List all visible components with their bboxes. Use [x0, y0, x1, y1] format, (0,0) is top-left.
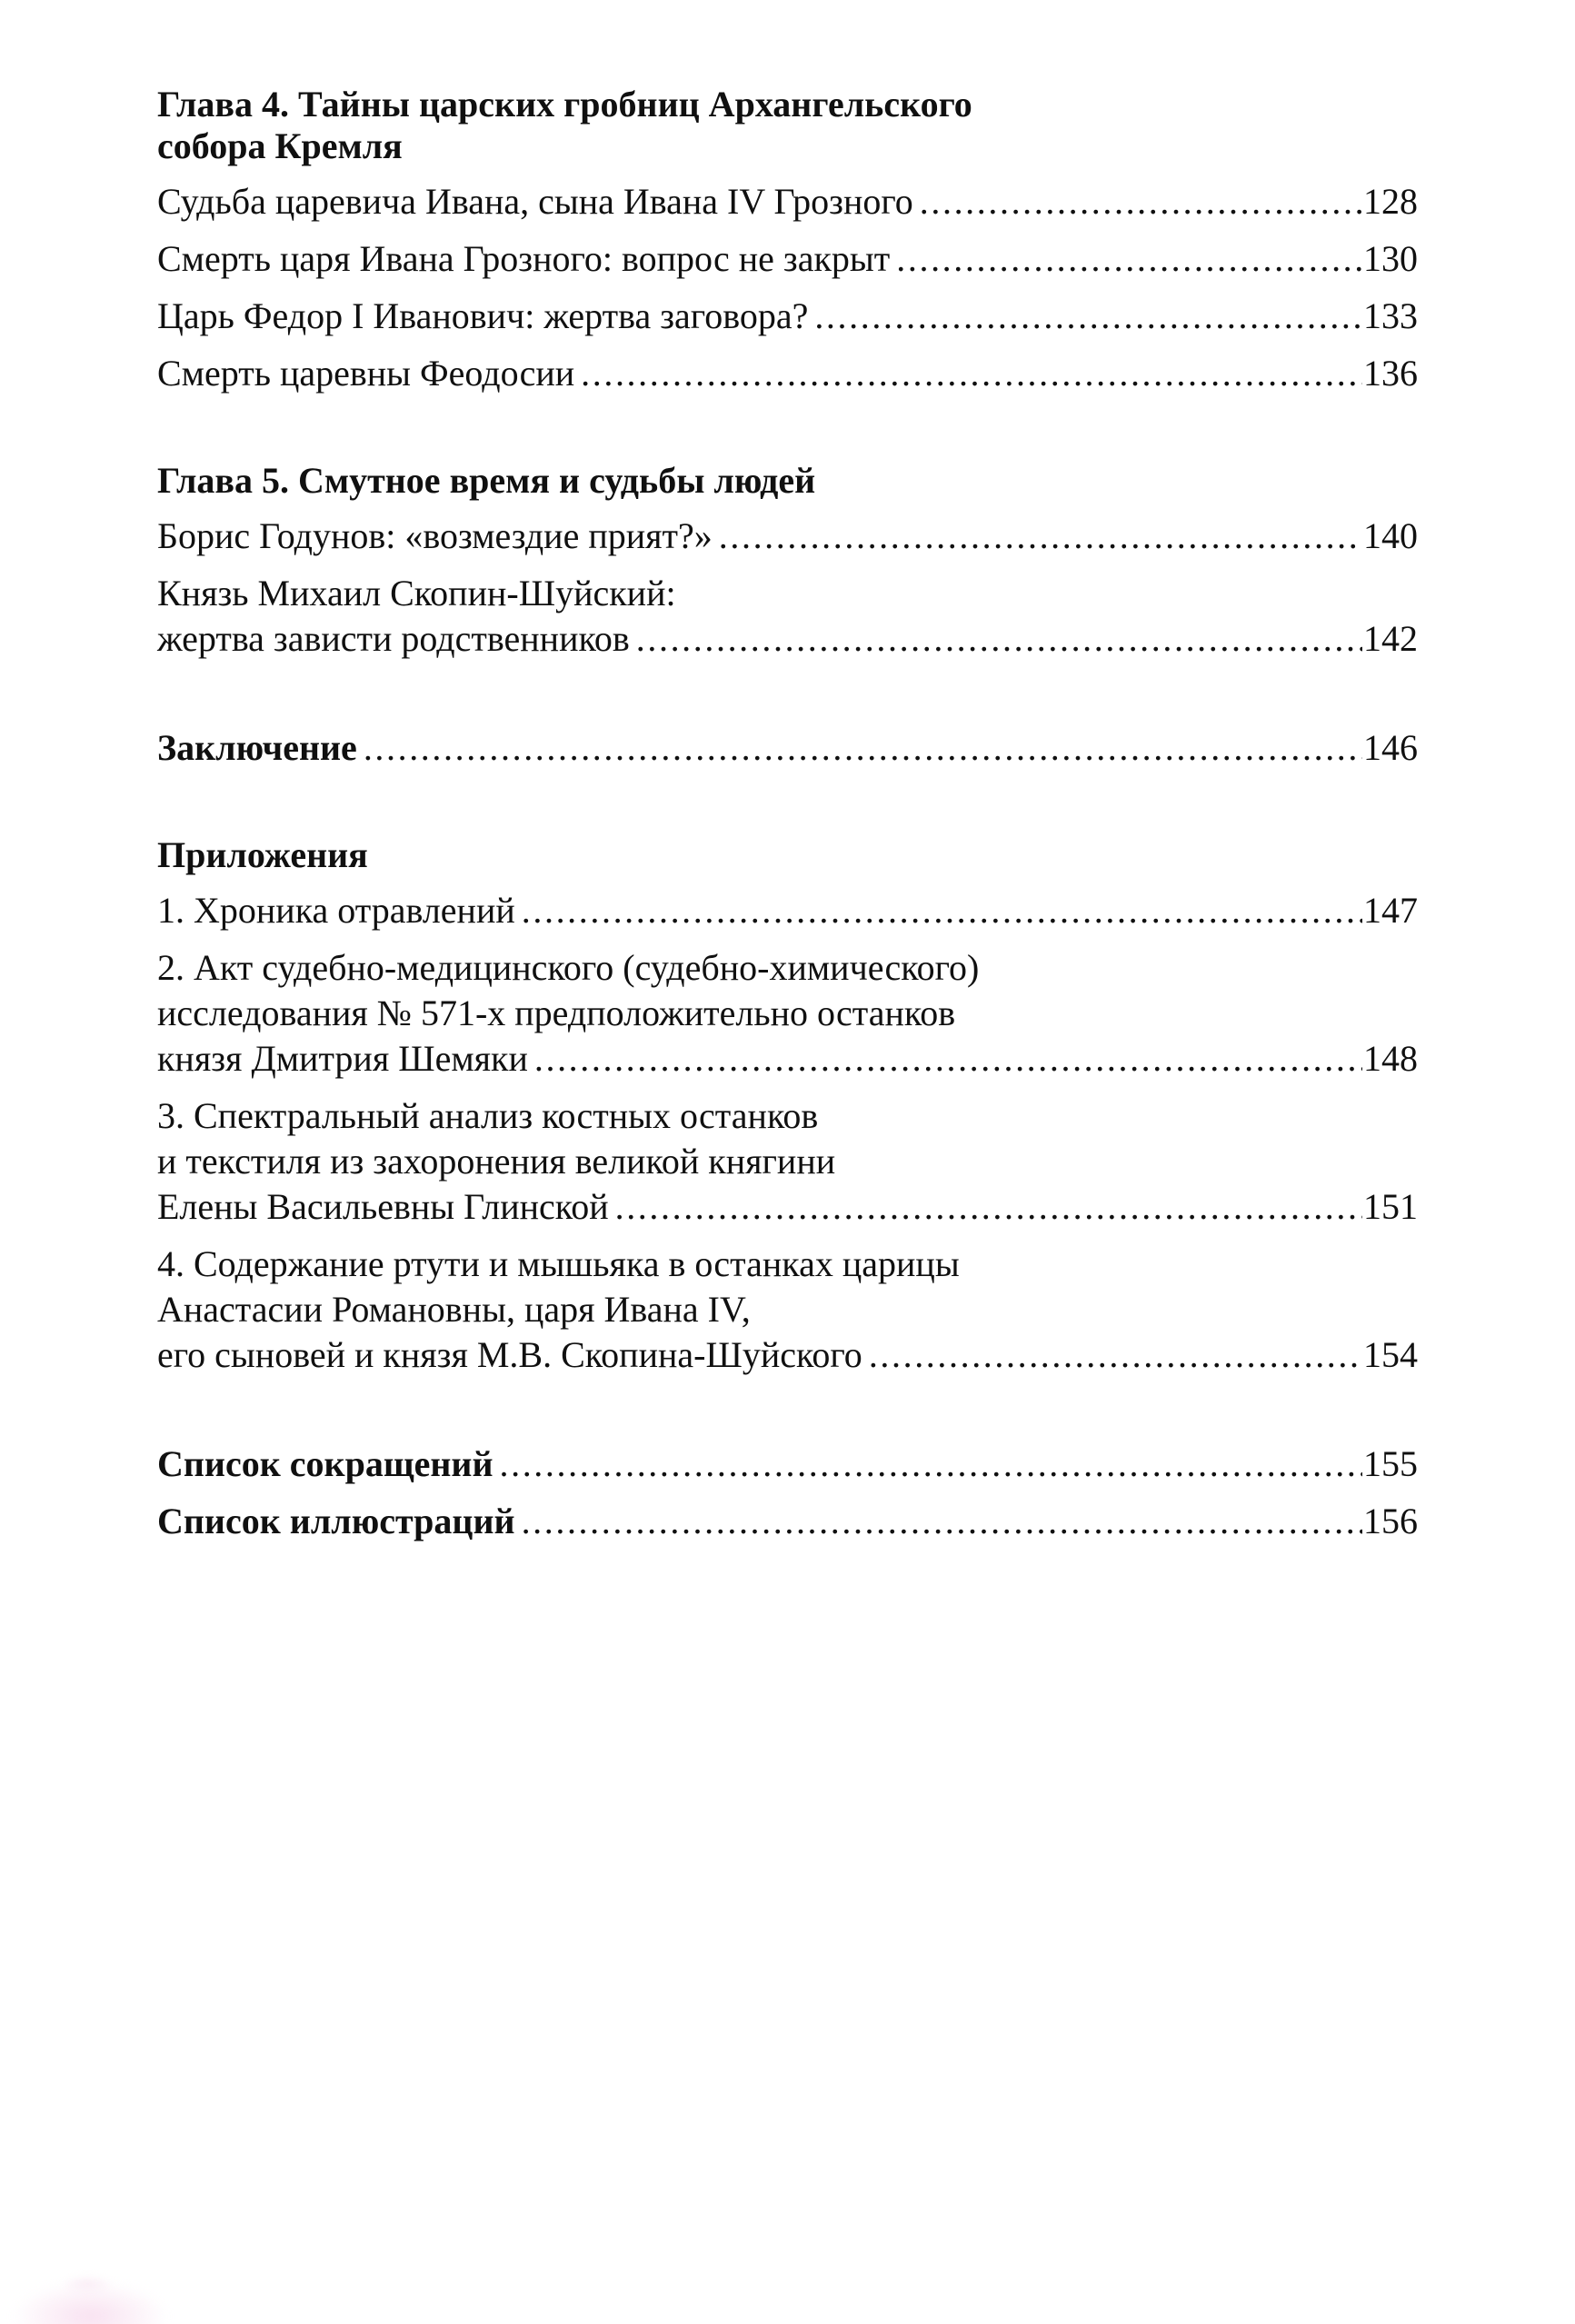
dot-leader	[500, 1441, 1363, 1487]
toc-heading-line	[157, 460, 1418, 502]
dot-leader	[534, 1036, 1362, 1082]
dot-leader	[869, 1332, 1362, 1378]
dot-leader	[896, 236, 1362, 282]
toc-entry-line	[157, 888, 1418, 933]
toc-entry-line	[157, 351, 1418, 396]
entry-text: Список иллюстраций	[157, 1501, 515, 1541]
toc-entry-line	[157, 725, 1418, 771]
scan-artifact	[60, 2275, 115, 2293]
entry-text: Князь Михаил Скопин-Шуйский:	[157, 573, 676, 613]
toc-entry-line	[157, 991, 1418, 1036]
heading-text: Глава 4. Тайны царских гробниц Архангельского	[157, 84, 972, 125]
page-number: 130	[1363, 238, 1418, 279]
entry-text: исследования № 571-х предположительно останков	[157, 992, 956, 1033]
toc-entry-line	[157, 179, 1418, 224]
toc-entry-line	[157, 1139, 1418, 1184]
toc-entry-line	[157, 616, 1418, 662]
page-number: 156	[1363, 1501, 1418, 1541]
entry-text: Елены Васильевны Глинской	[157, 1186, 609, 1227]
dot-leader	[522, 888, 1362, 933]
toc-section	[157, 834, 1418, 1378]
toc-entry-line	[157, 945, 1418, 991]
entry-text: Анастасии Романовны, царя Ивана IV,	[157, 1289, 751, 1330]
toc-heading-line	[157, 125, 1418, 167]
toc-entry-line	[157, 1242, 1418, 1287]
toc-entry-line	[157, 1184, 1418, 1230]
entry-text: 2. Акт судебно-медицинского (судебно-химического)	[157, 947, 980, 988]
entry-text: его сыновей и князя М.В. Скопина-Шуйского	[157, 1334, 862, 1375]
page-number: 155	[1363, 1443, 1418, 1484]
page-number: 151	[1363, 1186, 1418, 1227]
entry-text: 4. Содержание ртути и мышьяка в останках царицы	[157, 1243, 960, 1284]
dot-leader	[719, 514, 1362, 559]
dot-leader	[920, 179, 1362, 224]
entry-text: Заключение	[157, 727, 357, 768]
dot-leader	[615, 1184, 1362, 1230]
entry-text: Судьба царевича Ивана, сына Ивана IV Грозного	[157, 181, 913, 222]
page-number: 148	[1363, 1038, 1418, 1079]
toc-entry-line	[157, 571, 1418, 616]
toc-section	[157, 1441, 1418, 1544]
page-number: 140	[1363, 515, 1418, 556]
dot-leader	[814, 294, 1362, 339]
entry-text: Смерть царя Ивана Грозного: вопрос не закрыт	[157, 238, 891, 279]
dot-leader	[522, 1499, 1362, 1544]
entry-text: 1. Хроника отравлений	[157, 890, 515, 931]
toc-entry-line	[157, 1093, 1418, 1139]
entry-text: Смерть царевны Феодосии	[157, 353, 575, 394]
toc-entry-line	[157, 236, 1418, 282]
dot-leader	[581, 351, 1362, 396]
toc-entry-line	[157, 1332, 1418, 1378]
toc-entry-line	[157, 1499, 1418, 1544]
heading-text: Глава 5. Смутное время и судьбы людей	[157, 460, 816, 501]
scan-artifact	[11, 2281, 170, 2324]
entry-text: жертва зависти родственников	[157, 618, 630, 659]
toc-heading-line	[157, 84, 1418, 125]
entry-text: князя Дмитрия Шемяки	[157, 1038, 528, 1079]
page-number: 133	[1363, 295, 1418, 336]
toc-entry-line	[157, 514, 1418, 559]
toc-section	[157, 460, 1418, 662]
toc-entry-line	[157, 1287, 1418, 1332]
toc-entry-line	[157, 1036, 1418, 1082]
page-number: 154	[1363, 1334, 1418, 1375]
entry-text: Список сокращений	[157, 1443, 493, 1484]
dot-leader	[636, 616, 1362, 662]
page-number: 146	[1363, 727, 1418, 768]
toc-entry-line	[157, 1441, 1418, 1487]
toc-entry-line	[157, 294, 1418, 339]
page-number: 136	[1363, 353, 1418, 394]
heading-text: Приложения	[157, 834, 368, 875]
toc-section	[157, 84, 1418, 396]
page-number: 147	[1363, 890, 1418, 931]
entry-text: Борис Годунов: «возмездие прият?»	[157, 515, 713, 556]
entry-text: и текстиля из захоронения великой княгини	[157, 1141, 836, 1182]
entry-text: 3. Спектральный анализ костных останков	[157, 1095, 819, 1136]
dot-leader	[364, 725, 1362, 771]
toc-section	[157, 725, 1418, 771]
toc-heading-line	[157, 834, 1418, 876]
page-number: 142	[1363, 618, 1418, 659]
entry-text: Царь Федор I Иванович: жертва заговора?	[157, 295, 809, 336]
page-number: 128	[1363, 181, 1418, 222]
heading-text: собора Кремля	[157, 125, 403, 166]
